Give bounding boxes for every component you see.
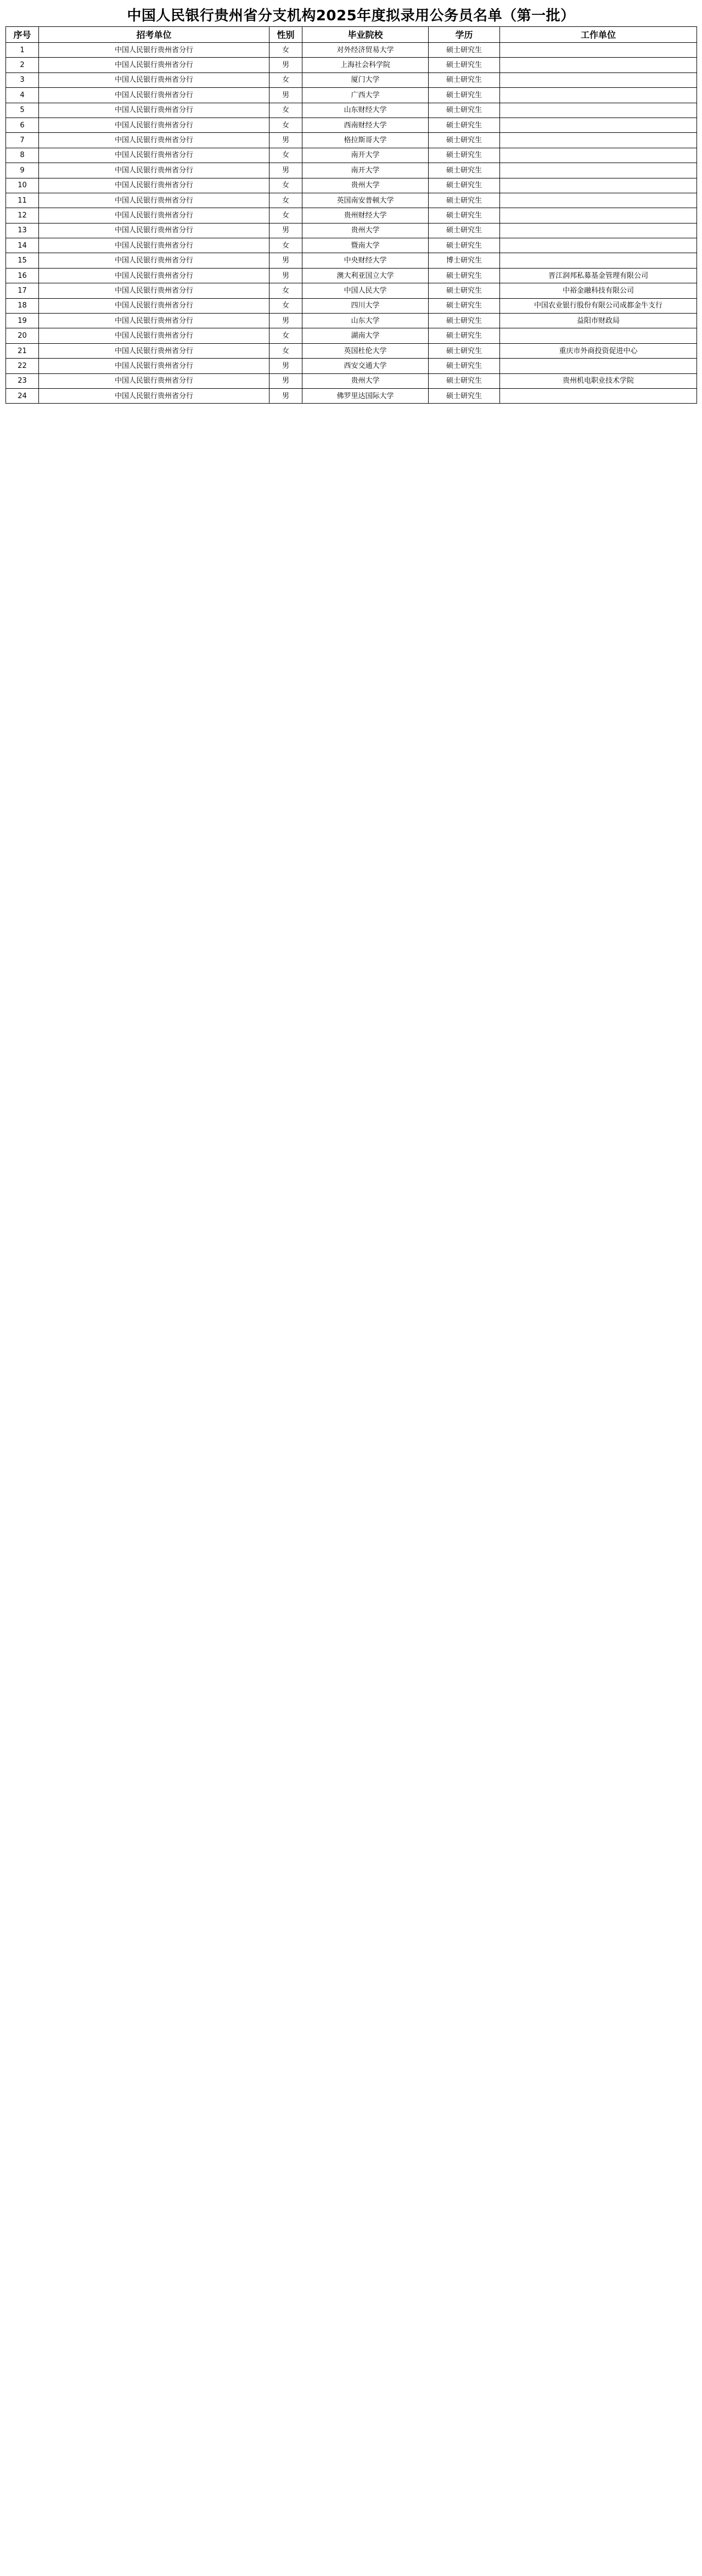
row-degree: 硕士研究生 — [429, 58, 500, 72]
row-school: 暨南大学 — [302, 238, 429, 253]
row-sex: 女 — [269, 72, 302, 87]
table-row — [6, 133, 697, 148]
row-sex: 女 — [269, 148, 302, 163]
row-work — [500, 72, 697, 87]
table-row — [6, 373, 697, 388]
row-degree: 硕士研究生 — [429, 238, 500, 253]
row-unit: 中国人民银行贵州省分行 — [39, 298, 269, 313]
row-work — [500, 88, 697, 103]
row-no: 24 — [6, 388, 39, 403]
row-sex: 女 — [269, 238, 302, 253]
row-no: 7 — [6, 133, 39, 148]
row-school: 山东大学 — [302, 314, 429, 328]
row-unit: 中国人民银行贵州省分行 — [39, 268, 269, 283]
row-degree: 硕士研究生 — [429, 43, 500, 58]
row-no: 6 — [6, 118, 39, 132]
row-degree: 博士研究生 — [429, 253, 500, 268]
header-degree: 学历 — [429, 27, 500, 43]
row-school: 贵州大学 — [302, 178, 429, 193]
candidate-table — [5, 26, 697, 404]
row-no: 9 — [6, 163, 39, 178]
row-work — [500, 253, 697, 268]
table-row — [6, 148, 697, 163]
row-degree: 硕士研究生 — [429, 148, 500, 163]
row-school: 英国南安普顿大学 — [302, 193, 429, 208]
table-header-row — [6, 27, 697, 43]
row-sex: 男 — [269, 163, 302, 178]
row-school: 中央财经大学 — [302, 253, 429, 268]
table-row — [6, 253, 697, 268]
table-row — [6, 238, 697, 253]
row-sex: 男 — [269, 133, 302, 148]
row-no: 4 — [6, 88, 39, 103]
table-row — [6, 58, 697, 72]
row-work — [500, 43, 697, 58]
row-sex: 女 — [269, 118, 302, 132]
row-unit: 中国人民银行贵州省分行 — [39, 118, 269, 132]
row-no: 12 — [6, 208, 39, 223]
row-unit: 中国人民银行贵州省分行 — [39, 283, 269, 298]
row-work — [500, 178, 697, 193]
row-unit: 中国人民银行贵州省分行 — [39, 88, 269, 103]
row-no: 14 — [6, 238, 39, 253]
table-row — [6, 72, 697, 87]
row-work — [500, 208, 697, 223]
row-unit: 中国人民银行贵州省分行 — [39, 193, 269, 208]
row-school: 四川大学 — [302, 298, 429, 313]
row-no: 11 — [6, 193, 39, 208]
row-no: 19 — [6, 314, 39, 328]
row-unit: 中国人民银行贵州省分行 — [39, 43, 269, 58]
header-no: 序号 — [6, 27, 39, 43]
row-school: 中国人民大学 — [302, 283, 429, 298]
row-work — [500, 328, 697, 343]
row-sex: 男 — [269, 359, 302, 373]
row-work — [500, 133, 697, 148]
row-school: 贵州大学 — [302, 373, 429, 388]
row-no: 10 — [6, 178, 39, 193]
row-work: 重庆市外商投资促进中心 — [500, 343, 697, 358]
row-no: 21 — [6, 343, 39, 358]
row-unit: 中国人民银行贵州省分行 — [39, 103, 269, 118]
row-degree: 硕士研究生 — [429, 193, 500, 208]
table-row — [6, 298, 697, 313]
row-school: 南开大学 — [302, 148, 429, 163]
row-degree: 硕士研究生 — [429, 88, 500, 103]
row-no: 16 — [6, 268, 39, 283]
row-work — [500, 388, 697, 403]
row-work: 贵州机电职业技术学院 — [500, 373, 697, 388]
table-row — [6, 103, 697, 118]
row-sex: 女 — [269, 178, 302, 193]
row-degree: 硕士研究生 — [429, 133, 500, 148]
table-row — [6, 328, 697, 343]
table-row — [6, 178, 697, 193]
row-unit: 中国人民银行贵州省分行 — [39, 328, 269, 343]
row-degree: 硕士研究生 — [429, 314, 500, 328]
table-row — [6, 193, 697, 208]
row-degree: 硕士研究生 — [429, 208, 500, 223]
row-unit: 中国人民银行贵州省分行 — [39, 253, 269, 268]
row-degree: 硕士研究生 — [429, 163, 500, 178]
table-row — [6, 343, 697, 358]
row-school: 上海社会科学院 — [302, 58, 429, 72]
row-sex: 女 — [269, 298, 302, 313]
row-no: 3 — [6, 72, 39, 87]
row-no: 17 — [6, 283, 39, 298]
row-school: 西南财经大学 — [302, 118, 429, 132]
row-unit: 中国人民银行贵州省分行 — [39, 238, 269, 253]
row-degree: 硕士研究生 — [429, 268, 500, 283]
row-no: 22 — [6, 359, 39, 373]
row-degree: 硕士研究生 — [429, 359, 500, 373]
row-degree: 硕士研究生 — [429, 343, 500, 358]
row-unit: 中国人民银行贵州省分行 — [39, 223, 269, 238]
table-body — [6, 43, 697, 404]
row-sex: 男 — [269, 388, 302, 403]
row-sex: 女 — [269, 283, 302, 298]
row-sex: 女 — [269, 43, 302, 58]
row-work — [500, 223, 697, 238]
table-row — [6, 314, 697, 328]
row-work: 中裕金融科技有限公司 — [500, 283, 697, 298]
table-row — [6, 223, 697, 238]
table-row — [6, 208, 697, 223]
row-work — [500, 118, 697, 132]
row-unit: 中国人民银行贵州省分行 — [39, 58, 269, 72]
table-row — [6, 88, 697, 103]
row-sex: 女 — [269, 193, 302, 208]
row-degree: 硕士研究生 — [429, 298, 500, 313]
row-degree: 硕士研究生 — [429, 373, 500, 388]
row-work — [500, 163, 697, 178]
row-school: 湖南大学 — [302, 328, 429, 343]
row-no: 20 — [6, 328, 39, 343]
row-sex: 男 — [269, 253, 302, 268]
row-sex: 女 — [269, 208, 302, 223]
row-unit: 中国人民银行贵州省分行 — [39, 178, 269, 193]
row-work — [500, 238, 697, 253]
row-unit: 中国人民银行贵州省分行 — [39, 359, 269, 373]
row-sex: 女 — [269, 328, 302, 343]
row-no: 2 — [6, 58, 39, 72]
row-school: 佛罗里达国际大学 — [302, 388, 429, 403]
header-work: 工作单位 — [500, 27, 697, 43]
row-unit: 中国人民银行贵州省分行 — [39, 343, 269, 358]
row-unit: 中国人民银行贵州省分行 — [39, 388, 269, 403]
row-work: 中国农业银行股份有限公司成都金牛支行 — [500, 298, 697, 313]
row-school: 英国杜伦大学 — [302, 343, 429, 358]
row-work — [500, 148, 697, 163]
row-sex: 男 — [269, 314, 302, 328]
header-unit: 招考单位 — [39, 27, 269, 43]
row-unit: 中国人民银行贵州省分行 — [39, 148, 269, 163]
row-unit: 中国人民银行贵州省分行 — [39, 373, 269, 388]
row-work: 晋江润邦私募基金管理有限公司 — [500, 268, 697, 283]
row-no: 8 — [6, 148, 39, 163]
row-no: 1 — [6, 43, 39, 58]
header-school: 毕业院校 — [302, 27, 429, 43]
row-school: 南开大学 — [302, 163, 429, 178]
table-row — [6, 43, 697, 58]
table-row — [6, 283, 697, 298]
row-degree: 硕士研究生 — [429, 103, 500, 118]
row-sex: 男 — [269, 88, 302, 103]
row-degree: 硕士研究生 — [429, 72, 500, 87]
row-school: 广西大学 — [302, 88, 429, 103]
table-row — [6, 388, 697, 403]
row-no: 23 — [6, 373, 39, 388]
row-work — [500, 58, 697, 72]
row-school: 山东财经大学 — [302, 103, 429, 118]
row-sex: 男 — [269, 223, 302, 238]
row-sex: 男 — [269, 58, 302, 72]
row-unit: 中国人民银行贵州省分行 — [39, 133, 269, 148]
row-school: 贵州财经大学 — [302, 208, 429, 223]
row-sex: 女 — [269, 103, 302, 118]
table-row — [6, 118, 697, 132]
row-degree: 硕士研究生 — [429, 223, 500, 238]
row-unit: 中国人民银行贵州省分行 — [39, 163, 269, 178]
row-school: 厦门大学 — [302, 72, 429, 87]
row-degree: 硕士研究生 — [429, 118, 500, 132]
header-sex: 性别 — [269, 27, 302, 43]
table-row — [6, 163, 697, 178]
row-school: 澳大利亚国立大学 — [302, 268, 429, 283]
row-degree: 硕士研究生 — [429, 178, 500, 193]
row-school: 格拉斯哥大学 — [302, 133, 429, 148]
row-work: 益阳市财政局 — [500, 314, 697, 328]
row-work — [500, 103, 697, 118]
table-row — [6, 268, 697, 283]
row-sex: 男 — [269, 373, 302, 388]
page-title: 中国人民银行贵州省分支机构2025年度拟录用公务员名单（第一批） — [127, 8, 575, 24]
row-school: 对外经济贸易大学 — [302, 43, 429, 58]
row-unit: 中国人民银行贵州省分行 — [39, 208, 269, 223]
row-degree: 硕士研究生 — [429, 283, 500, 298]
row-school: 贵州大学 — [302, 223, 429, 238]
row-no: 15 — [6, 253, 39, 268]
table-row — [6, 359, 697, 373]
row-no: 5 — [6, 103, 39, 118]
row-unit: 中国人民银行贵州省分行 — [39, 314, 269, 328]
row-work — [500, 359, 697, 373]
row-degree: 硕士研究生 — [429, 388, 500, 403]
row-sex: 女 — [269, 343, 302, 358]
row-unit: 中国人民银行贵州省分行 — [39, 72, 269, 87]
row-sex: 男 — [269, 268, 302, 283]
row-degree: 硕士研究生 — [429, 328, 500, 343]
row-school: 西安交通大学 — [302, 359, 429, 373]
row-no: 18 — [6, 298, 39, 313]
row-work — [500, 193, 697, 208]
row-no: 13 — [6, 223, 39, 238]
